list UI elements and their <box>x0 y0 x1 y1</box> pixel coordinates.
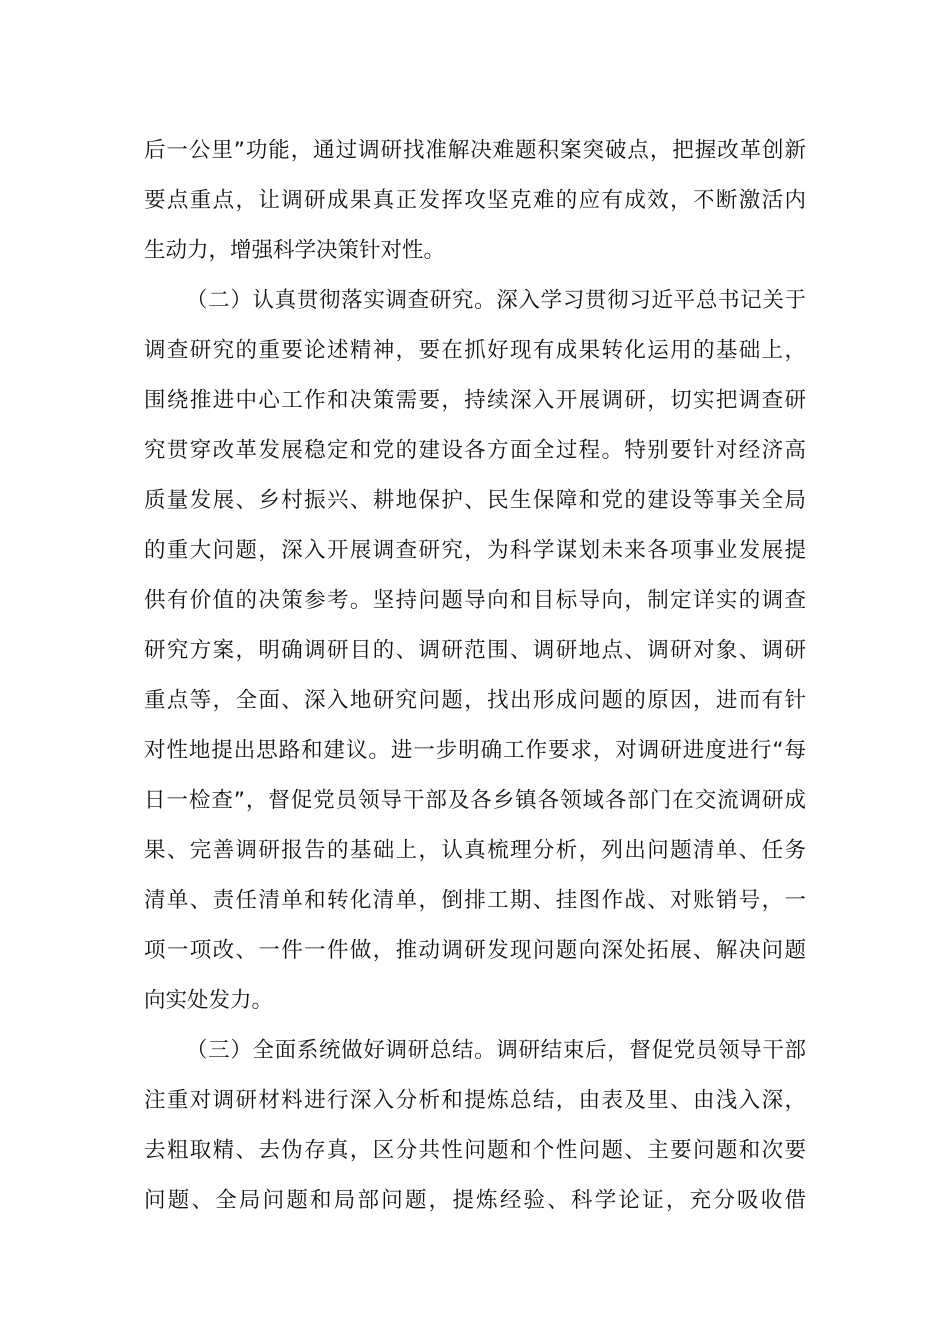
text-line: 注重对调研材料进行深入分析和提炼总结，由表及里、由浅入深， <box>144 1088 806 1113</box>
text-line: 去粗取精、去伪存真，区分共性问题和个性问题、主要问题和次要 <box>144 1138 806 1163</box>
text-line: 后一公里”功能，通过调研找准解决难题积案突破点，把握改革创新 <box>144 138 806 163</box>
text-line: 日一检查”，督促党员领导干部及各乡镇各领域各部门在交流调研成 <box>144 788 806 813</box>
text-line: 重点等，全面、深入地研究问题，找出形成问题的原因，进而有针 <box>144 688 806 713</box>
text-line: 供有价值的决策参考。坚持问题导向和目标导向，制定详实的调查 <box>144 588 806 613</box>
text-line: 项一项改、一件一件做，推动调研发现问题向深处拓展、解决问题 <box>144 938 806 963</box>
text-line: 清单、责任清单和转化清单，倒排工期、挂图作战、对账销号，一 <box>144 888 806 913</box>
paragraph-heading-line: （三）全面系统做好调研总结。调研结束后，督促党员领导干部 <box>186 1038 806 1063</box>
paragraph-heading-line: （二）认真贯彻落实调查研究。深入学习贯彻习近平总书记关于 <box>186 288 806 313</box>
text-line: 的重大问题，深入开展调查研究，为科学谋划未来各项事业发展提 <box>144 538 806 563</box>
text-line: 要点重点，让调研成果真正发挥攻坚克难的应有成效，不断激活内 <box>144 188 806 213</box>
text-line: 向实处发力。 <box>144 988 274 1013</box>
text-line: 生动力，增强科学决策针对性。 <box>144 238 446 263</box>
text-line: 对性地提出思路和建议。进一步明确工作要求，对调研进度进行“每 <box>144 738 806 763</box>
text-line: 围绕推进中心工作和决策需要，持续深入开展调研，切实把调查研 <box>144 388 806 413</box>
text-line: 果、完善调研报告的基础上，认真梳理分析，列出问题清单、任务 <box>144 838 806 863</box>
text-line: 问题、全局问题和局部问题，提炼经验、科学论证，充分吸收借 <box>144 1188 806 1213</box>
text-line: 研究方案，明确调研目的、调研范围、调研地点、调研对象、调研 <box>144 638 806 663</box>
text-line: 调查研究的重要论述精神，要在抓好现有成果转化运用的基础上， <box>144 338 806 363</box>
text-line: 究贯穿改革发展稳定和党的建设各方面全过程。特别要针对经济高 <box>144 438 806 463</box>
text-line: 质量发展、乡村振兴、耕地保护、民生保障和党的建设等事关全局 <box>144 488 806 513</box>
